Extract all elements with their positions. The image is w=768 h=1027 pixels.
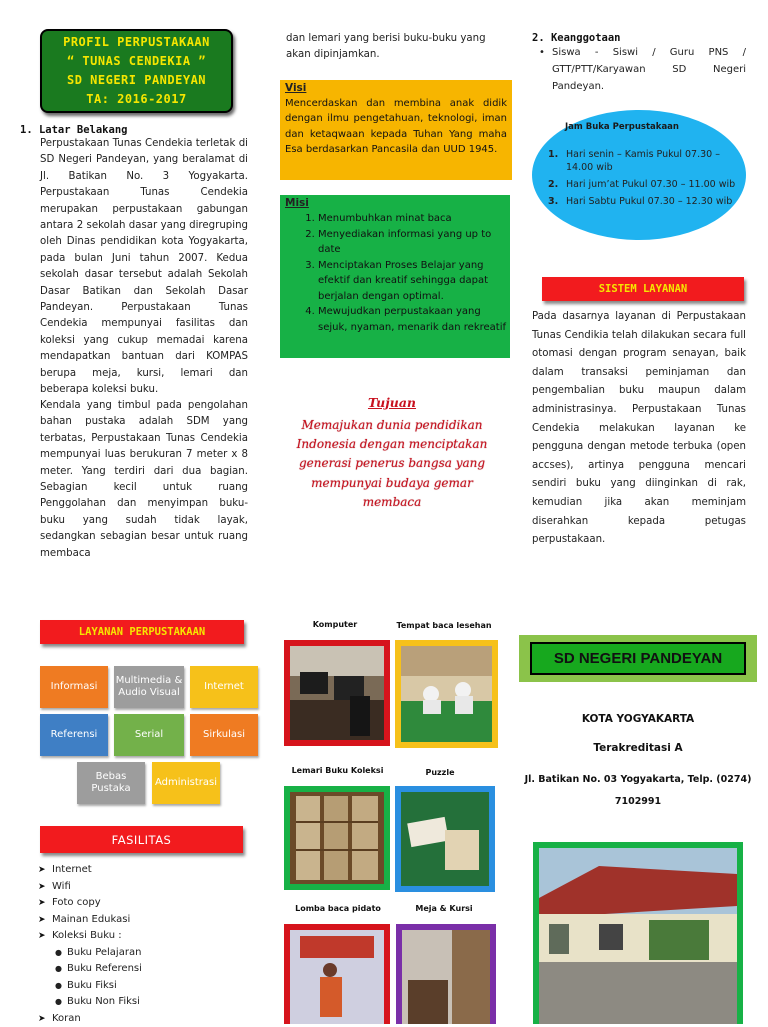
koleksi-item-label: Buku Pelajaran [67,945,141,962]
school-name-box [519,635,757,682]
fasilitas-heading: FASILITAS [40,826,243,853]
fasilitas-item [38,912,238,929]
caption-lemari: Lemari Buku Koleksi [285,766,390,775]
koleksi-item-label: Buku Referensi [67,961,142,978]
visi-box [280,80,512,180]
keanggotaan-heading: 2. Keanggotaan [532,32,621,44]
school-accreditation: Terakreditasi A [519,742,757,754]
jam-buka-item [548,148,748,174]
reading-area-photo-icon [401,646,492,742]
misi-item: 3. Menciptakan Proses Belajar yang efektif dan kreatif sehingga dapat berjalan dengan optimal. [318,258,510,305]
misi-box [280,195,510,358]
school-city: KOTA YOGYAKARTA [519,713,757,725]
title-line-1: PROFIL PERPUSTAKAAN [63,33,210,52]
layanan-perpustakaan-heading: LAYANAN PERPUSTAKAAN [40,620,244,644]
fasilitas-item-label: Koran [52,1011,81,1027]
tujuan-text: Memajukan dunia pendidikan Indonesia dengan menciptakan generasi penerus bangsa yang mempunyai budaya gemar membaca [290,416,494,512]
bullet-icon: ● [55,961,67,978]
latar-paragraph-1: Perpustakaan Tunas Cendekia terletak di SD Negeri Pandeyan, yang beralamat di Jl. Batikan No. 3 Yogyakarta. Perpustakaan Tunas Cendekia merupakan perpustakaan gabungan antara 2 sekolah dasar yang diregruping oleh Dinas pendidikan kota Yogyakarta, pada bulan Juni tahun 2007. Kedua sekolah dasar tersebut adalah Sekolah Dasar Batikan dan Sekolah Dasar Pandeyan. Perpustakaan Tunas Cendekia mempunyai fasilitas dan koleksi yang cukup memadai karena mendapatkan bantuan dari KOMPAS berupa meja, kursi, lemari dan beberapa koleksi buku. [40,136,248,399]
koleksi-item [38,961,238,978]
puzzle-photo-icon [401,792,489,886]
koleksi-item [38,978,238,995]
jam-buka-num: 3. [548,195,566,208]
koleksi-item-label: Buku Non Fiksi [67,994,140,1011]
fasilitas-item [38,1011,238,1027]
tile-multimedia: Multimedia & Audio Visual [114,666,184,708]
tile-referensi: Referensi [40,714,108,756]
photo-lomba [284,924,390,1024]
arrow-bullet-icon: ➤ [38,879,52,896]
jam-buka-text: Hari jum’at Pukul 07.30 – 11.00 wib [566,178,748,191]
latar-continued: dan lemari yang berisi buku-buku yang akan dipinjamkan. [286,31,506,64]
jam-buka-item [548,178,748,191]
speech-contest-photo-icon [290,930,384,1024]
fasilitas-item-label: Mainan Edukasi [52,912,130,929]
visi-label: Visi [285,82,507,94]
tile-serial: Serial [114,714,184,756]
sistem-layanan-text: Pada dasarnya layanan di Perpustakaan Tunas Cendikia telah dilakukan secara full otomasi dengan program senayan, baik dalam transaksi peminjaman dan pengembalian buku maupun dalam administrasinya. Perpustakaan Tunas Cendekia melakukan layanan ke pengguna dengan metode terbuka (open accses), artinya pengguna mencari sendiri buku yang diinginkan di rak, kemudian jika akan meminjam diserahkan kepada petugas perpustakaan. [532,308,746,550]
photo-school-building [533,842,743,1024]
fasilitas-item-label: Koleksi Buku : [52,928,122,945]
title-box [40,29,233,113]
school-name: SD NEGERI PANDEYAN [530,642,746,675]
bullet-icon: ● [55,945,67,962]
fasilitas-item-label: Foto copy [52,895,101,912]
tile-internet: Internet [190,666,258,708]
title-line-2: “ TUNAS CENDEKIA ” [67,52,206,71]
latar-heading: 1. Latar Belakang [20,124,127,136]
visi-text: Mencerdaskan dan membina anak didik dengan ilmu pengetahuan, teknologi, iman dan ketaqwaan kepada Tuhan Yang maha Esa berdasarkan Pancasila dan UUD 1945. [285,96,507,158]
jam-buka-item [548,195,748,208]
title-line-3: SD NEGERI PANDEYAN [67,71,206,90]
fasilitas-item [38,879,238,896]
tables-chairs-photo-icon [402,930,490,1024]
misi-item: 1. Menumbuhkan minat baca [318,211,510,227]
jam-buka-num: 2. [548,178,566,191]
misi-item: 4. Mewujudkan perpustakaan yang sejuk, nyaman, menarik dan rekreatif [318,304,510,335]
arrow-bullet-icon: ➤ [38,1011,52,1027]
caption-lomba: Lomba baca pidato [285,904,391,913]
fasilitas-list [38,862,238,1027]
arrow-bullet-icon: ➤ [38,895,52,912]
caption-komputer: Komputer [285,620,385,629]
fasilitas-item-label: Wifi [52,879,71,896]
koleksi-item [38,945,238,962]
bookshelf-photo-icon [290,792,384,884]
arrow-bullet-icon: ➤ [38,928,52,945]
fasilitas-item [38,895,238,912]
tujuan-label: Tujuan [280,395,504,410]
tile-bebas-pustaka: Bebas Pustaka [77,762,145,804]
caption-puzzle: Puzzle [395,768,485,777]
computer-photo-icon [290,646,384,740]
photo-lemari [284,786,390,890]
photo-puzzle [395,786,495,892]
title-line-4: TA: 2016-2017 [86,90,186,109]
caption-lesehan: Tempat baca lesehan [392,621,496,630]
jam-buka-text: Hari senin – Kamis Pukul 07.30 – 14.00 wib [566,148,748,174]
koleksi-item [38,994,238,1011]
misi-item: 2. Menyediakan informasi yang up to date [318,227,510,258]
keanggotaan-item: Siswa - Siswi / Guru PNS / GTT/PTT/Karyawan SD Negeri Pandeyan. [552,44,746,95]
fasilitas-item [38,928,238,945]
caption-meja: Meja & Kursi [396,904,492,913]
photo-komputer [284,640,390,746]
keanggotaan-list [532,44,746,95]
school-address-line-2: 7102991 [519,796,757,807]
school-address-line-1: Jl. Batikan No. 03 Yogyakarta, Telp. (0274) [519,774,757,785]
school-building-photo-icon [539,848,737,1024]
jam-buka-title: Jam Buka Perpustakaan [532,122,712,132]
jam-buka-list [548,148,748,208]
koleksi-item-label: Buku Fiksi [67,978,117,995]
arrow-bullet-icon: ➤ [38,912,52,929]
fasilitas-item [38,862,238,879]
tile-informasi: Informasi [40,666,108,708]
jam-buka-text: Hari Sabtu Pukul 07.30 – 12.30 wib [566,195,748,208]
misi-label: Misi [285,197,505,209]
misi-list [280,211,510,335]
arrow-bullet-icon: ➤ [38,862,52,879]
jam-buka-num: 1. [548,148,566,174]
bullet-icon: ● [55,994,67,1011]
tile-administrasi: Administrasi [152,762,220,804]
latar-paragraph-2: Kendala yang timbul pada pengolahan bahan pustaka adalah SDM yang terbatas, Perpustakaan Tunas Cendekia mempunyai luas berukuran 7 meter x 8 meter. Yang terdiri dari dua bagian. Sebagian kecil untuk ruang Penggolahan dan menyimpan buku-buku yang sudah tidak layak, sedangkan sebagian besar untuk ruang membaca [40,398,248,562]
photo-meja [396,924,496,1024]
photo-lesehan [395,640,498,748]
bullet-icon: ● [55,978,67,995]
tile-sirkulasi: Sirkulasi [190,714,258,756]
bullet-icon: • [532,44,552,95]
fasilitas-item-label: Internet [52,862,92,879]
sistem-layanan-heading: SISTEM LAYANAN [542,277,744,301]
